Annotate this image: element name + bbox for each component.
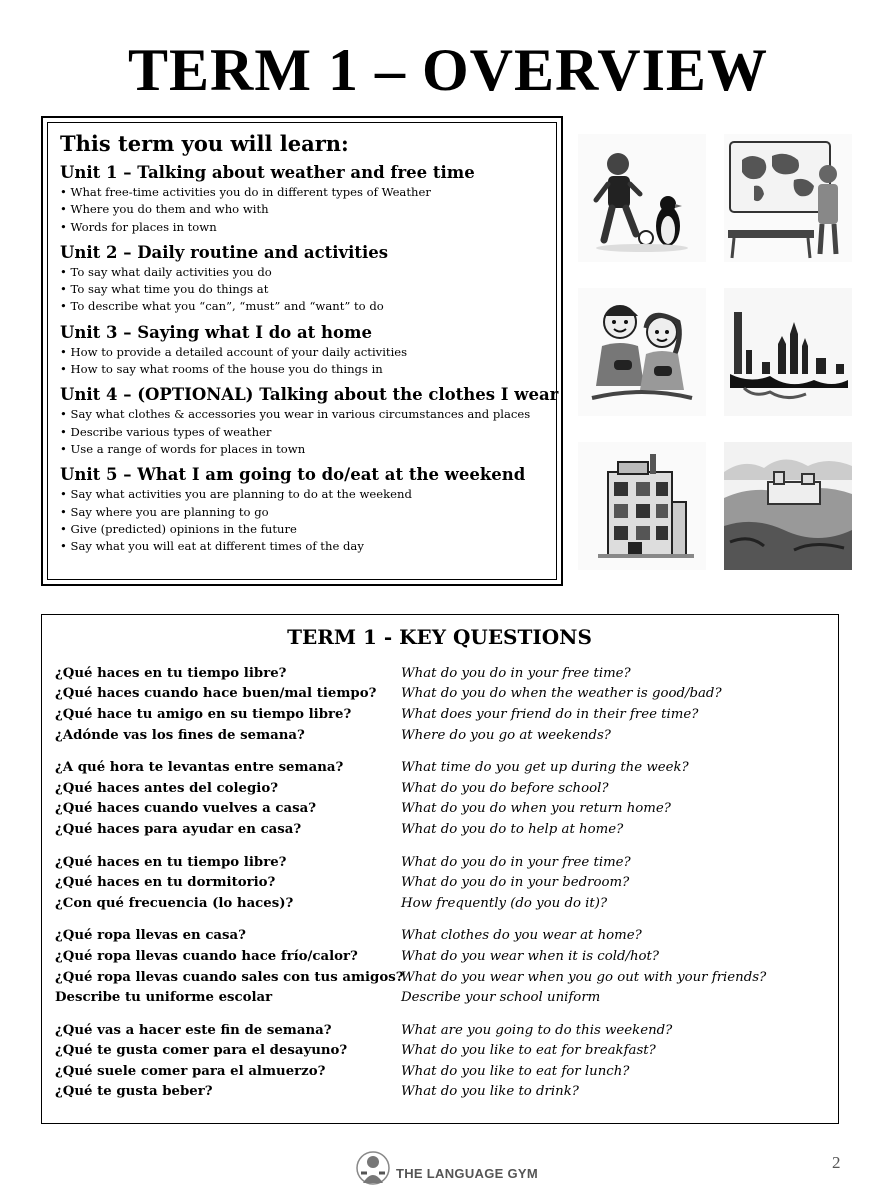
question-english: What do you like to eat for breakfast?	[401, 1043, 656, 1059]
unit-3	[60, 322, 546, 379]
question-english: What do you do in your free time?	[401, 854, 631, 870]
unit-item: • Say where you are planning to go	[60, 504, 546, 521]
hilltop-palace-landscape-illustration	[724, 442, 852, 570]
question-row	[55, 778, 824, 799]
question-group	[55, 757, 824, 839]
question-row	[55, 1041, 824, 1062]
question-spanish: ¿Qué te gusta beber?	[55, 1084, 213, 1100]
question-row	[55, 663, 824, 684]
question-row	[55, 819, 824, 840]
question-spanish: ¿Qué te gusta comer para el desayuno?	[55, 1043, 348, 1059]
unit-item: • Give (predicted) opinions in the future	[60, 521, 546, 538]
unit-item: • To say what daily activities you do	[60, 264, 546, 281]
question-english: How frequently (do you do it)?	[401, 895, 608, 911]
question-spanish: ¿A qué hora te levantas entre semana?	[55, 760, 344, 776]
question-row	[55, 987, 824, 1008]
question-spanish: ¿Qué haces antes del colegio?	[55, 780, 279, 796]
kids-gaming-illustration	[578, 288, 706, 416]
question-spanish: ¿Qué ropa llevas cuando sales con tus amigos?	[55, 969, 404, 985]
question-group	[55, 1020, 824, 1102]
question-english: What do you do to help at home?	[401, 821, 624, 837]
key-questions-title: TERM 1 - KEY QUESTIONS	[287, 625, 592, 649]
key-questions-box	[41, 614, 839, 1124]
unit-item: • Say what activities you are planning to do at the weekend	[60, 486, 546, 503]
question-row	[55, 704, 824, 725]
question-english: What do you wear when it is cold/hot?	[401, 948, 660, 964]
unit-1	[60, 162, 546, 236]
unit-item: • How to say what rooms of the house you do things in	[60, 361, 546, 378]
question-group	[55, 663, 824, 745]
unit-item: • To describe what you “can”, “must” and “want” to do	[60, 298, 546, 315]
unit-title: Unit 5 – What I am going to do/eat at the weekend	[60, 465, 526, 485]
unit-item: • Describe various types of weather	[60, 424, 546, 441]
question-english: Describe your school uniform	[401, 990, 601, 1006]
question-row	[55, 799, 824, 820]
page-number: 2	[832, 1153, 841, 1172]
question-english: What are you going to do this weekend?	[401, 1022, 673, 1038]
question-row	[55, 967, 824, 988]
learn-heading: This term you will learn:	[60, 131, 349, 156]
question-english: What do you like to drink?	[401, 1084, 579, 1100]
question-row	[55, 1020, 824, 1041]
unit-item: • Use a range of words for places in town	[60, 441, 546, 458]
question-spanish: ¿Qué hace tu amigo en su tiempo libre?	[55, 706, 352, 722]
question-row	[55, 1082, 824, 1103]
unit-title: Unit 4 – (OPTIONAL) Talking about the clothes I wear	[60, 385, 559, 405]
question-english: What do you like to eat for lunch?	[401, 1063, 630, 1079]
unit-title: Unit 3 – Saying what I do at home	[60, 322, 373, 342]
question-row	[55, 852, 824, 873]
question-spanish: ¿Con qué frecuencia (lo haces)?	[55, 895, 294, 911]
unit-title: Unit 1 – Talking about weather and free time	[60, 163, 475, 182]
unit-item: • Say what you will eat at different times of the day	[60, 538, 546, 555]
question-spanish: ¿Qué haces en tu tiempo libre?	[55, 665, 287, 681]
question-spanish: ¿Qué haces en tu tiempo libre?	[55, 854, 287, 870]
unit-title: Unit 2 – Daily routine and activities	[60, 242, 389, 262]
apartment-house-illustration	[578, 442, 706, 570]
city-skyline-cathedral-illustration	[724, 288, 852, 416]
question-english: What clothes do you wear at home?	[401, 928, 642, 944]
unit-2	[60, 242, 546, 316]
question-row	[55, 926, 824, 947]
unit-4	[60, 384, 559, 458]
question-row	[55, 725, 824, 746]
question-english: What do you do when you return home?	[401, 801, 671, 817]
question-english: Where do you go at weekends?	[401, 727, 611, 743]
footer-brand: THE LANGUAGE GYM	[396, 1165, 539, 1181]
question-row	[55, 684, 824, 705]
key-questions-list	[55, 663, 824, 1102]
question-row	[55, 872, 824, 893]
page-title: TERM 1 – OVERVIEW	[128, 37, 768, 103]
question-group	[55, 852, 824, 914]
question-spanish: ¿Qué haces cuando vuelves a casa?	[55, 801, 316, 817]
language-gym-mascot-icon	[356, 1151, 390, 1195]
question-spanish: ¿Qué vas a hacer este fin de semana?	[55, 1022, 332, 1038]
learn-box-inner	[47, 122, 557, 580]
question-group	[55, 926, 824, 1008]
question-row	[55, 757, 824, 778]
question-english: What do you do when the weather is good/bad?	[401, 686, 722, 702]
unit-item: • To say what time you do things at	[60, 281, 546, 298]
footer-logo	[356, 1152, 538, 1194]
question-english: What do you do in your free time?	[401, 665, 631, 681]
teacher-world-map-illustration	[724, 134, 852, 262]
learn-box	[41, 116, 563, 586]
question-english: What time do you get up during the week?	[401, 760, 689, 776]
question-row	[55, 946, 824, 967]
unit-5	[60, 464, 546, 555]
unit-item: • How to provide a detailed account of your daily activities	[60, 344, 546, 361]
question-english: What does your friend do in their free time?	[401, 706, 699, 722]
unit-item: • Where you do them and who with	[60, 201, 546, 218]
question-english: What do you do in your bedroom?	[401, 875, 630, 891]
question-spanish: Describe tu uniforme escolar	[55, 990, 273, 1006]
question-spanish: ¿Qué ropa llevas cuando hace frío/calor?	[55, 948, 358, 964]
unit-item: • Words for places in town	[60, 219, 546, 236]
question-row	[55, 893, 824, 914]
question-english: What do you wear when you go out with your friends?	[401, 969, 767, 985]
question-spanish: ¿Qué haces para ayudar en casa?	[55, 821, 302, 837]
question-spanish: ¿Qué ropa llevas en casa?	[55, 928, 246, 944]
unit-item: • What free-time activities you do in different types of Weather	[60, 184, 546, 201]
question-row	[55, 1061, 824, 1082]
unit-item: • Say what clothes & accessories you wear in various circumstances and places	[60, 406, 546, 423]
question-spanish: ¿Qué suele comer para el almuerzo?	[55, 1063, 326, 1079]
question-spanish: ¿Qué haces cuando hace buen/mal tiempo?	[55, 686, 377, 702]
boy-football-penguin-illustration	[578, 134, 706, 262]
question-english: What do you do before school?	[401, 780, 609, 796]
question-spanish: ¿Adónde vas los fines de semana?	[55, 727, 305, 743]
question-spanish: ¿Qué haces en tu dormitorio?	[55, 875, 276, 891]
